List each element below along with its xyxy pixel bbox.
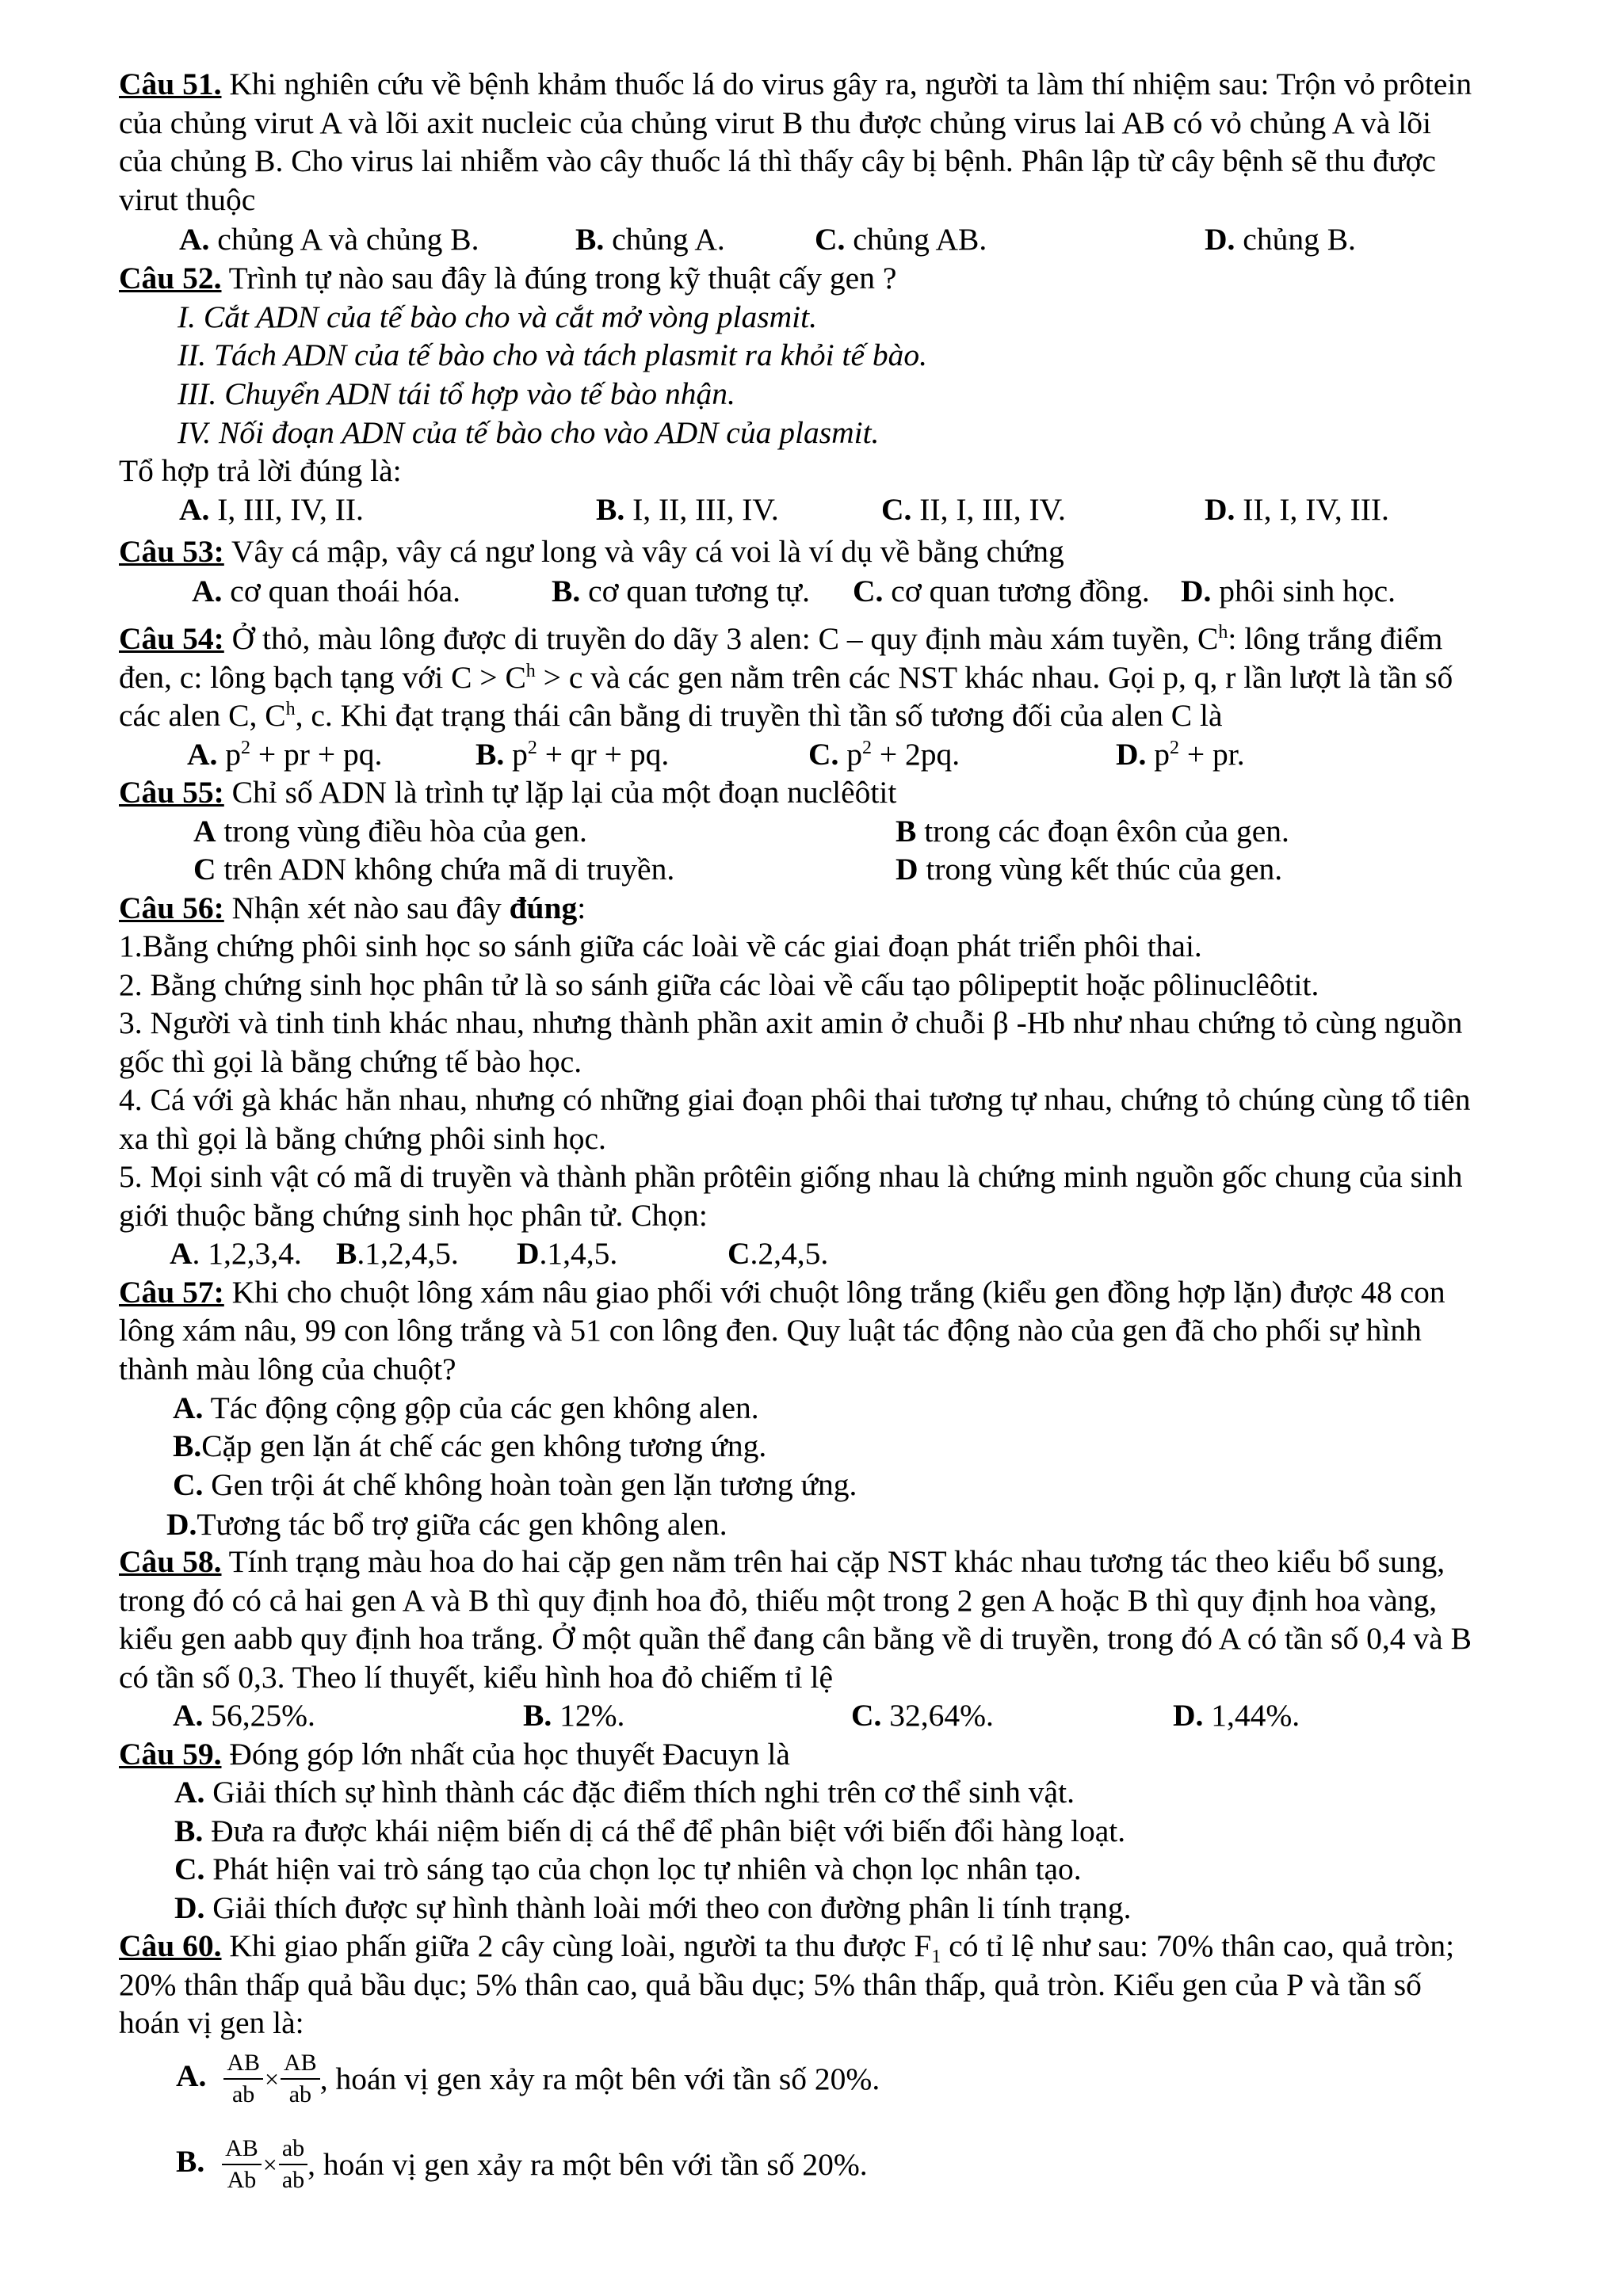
option-label: D bbox=[896, 852, 918, 887]
option-text: p bbox=[838, 737, 863, 772]
q59-line-1 bbox=[119, 1735, 790, 1773]
q58-text: trong đó có cả hai gen A và B thì quy định hoa đỏ, thiếu một trong 2 gen A hoặc B thì quy định hoa vàng, bbox=[119, 1583, 1438, 1618]
option-text: .1,2,4,5. bbox=[357, 1236, 459, 1271]
q52-step-i bbox=[178, 298, 817, 336]
q51-text: virut thuộc bbox=[119, 182, 256, 217]
option-label: D. bbox=[1205, 222, 1235, 257]
q58-text: có tần số 0,3. Theo lí thuyết, kiểu hình hoa đỏ chiếm tỉ lệ bbox=[119, 1660, 834, 1695]
option-text: I, II, III, IV. bbox=[624, 492, 779, 527]
q57-option-c[interactable] bbox=[173, 1466, 857, 1504]
q51-option-b[interactable] bbox=[575, 220, 725, 258]
option-label: D. bbox=[1205, 492, 1235, 527]
q57-text: thành màu lông của chuột? bbox=[119, 1352, 456, 1386]
q60-text: 20% thân thấp quả bầu dục; 5% thân cao, quả bầu dục; 5% thân thấp, quả tròn. Kiểu gen của P và tần số bbox=[119, 1967, 1422, 2002]
option-text: 1,44%. bbox=[1203, 1698, 1300, 1733]
q56-statement-2 bbox=[119, 966, 1319, 1004]
genotype-fraction bbox=[281, 2048, 320, 2110]
q56-option-c[interactable] bbox=[517, 1234, 617, 1272]
option-text: chủng A và chủng B. bbox=[209, 222, 479, 257]
option-text: . 1,2,3,4. bbox=[192, 1236, 302, 1271]
option-label: A. bbox=[173, 1390, 204, 1425]
q52-step-text: II. Tách ADN của tế bào cho và tách plasmit ra khỏi tế bào. bbox=[178, 338, 928, 372]
option-text: trong các đoạn êxôn của gen. bbox=[916, 814, 1289, 849]
option-text: chủng A. bbox=[604, 222, 725, 257]
q51-line-2 bbox=[119, 104, 1431, 142]
q55-option-b[interactable] bbox=[896, 812, 1289, 850]
fraction-denominator: ab bbox=[281, 2166, 305, 2193]
q56-statement-5-cont bbox=[119, 1196, 708, 1234]
q57-text: lông xám nâu, 99 con lông trắng và 51 con lông đen. Quy luật tác động nào của gen đã cho phối sự hình bbox=[119, 1313, 1422, 1348]
option-label: A. bbox=[192, 574, 223, 608]
genotype-fraction bbox=[223, 2048, 263, 2110]
q58-option-a[interactable] bbox=[173, 1696, 315, 1734]
option-text: + pr + pq. bbox=[250, 737, 383, 772]
q59-option-b[interactable] bbox=[174, 1812, 1125, 1850]
q57-text: Khi cho chuột lông xám nâu giao phối với chuột lông trắng (kiểu gen đồng hợp lặn) được 48 con bbox=[223, 1275, 1445, 1310]
q52-option-c[interactable] bbox=[881, 490, 1066, 528]
q52-step-iii bbox=[178, 375, 735, 413]
superscript: h bbox=[1218, 622, 1228, 643]
q56-statement-3-cont bbox=[119, 1043, 582, 1081]
q60-line-1 bbox=[119, 1927, 1454, 1965]
q51-option-c[interactable] bbox=[815, 220, 987, 258]
option-label: D. bbox=[1116, 737, 1147, 772]
times-symbol: × bbox=[264, 2064, 280, 2093]
option-label: B. bbox=[475, 737, 505, 772]
option-label: C. bbox=[851, 1698, 882, 1733]
option-text: Gen trội át chế không hoàn toàn gen lặn tương ứng. bbox=[203, 1467, 857, 1502]
option-label: A. bbox=[179, 492, 210, 527]
q60-line-3 bbox=[119, 2004, 304, 2042]
option-label: B bbox=[896, 814, 917, 849]
option-label: A bbox=[170, 1236, 193, 1271]
option-text: cơ quan tương đồng. bbox=[883, 574, 1150, 608]
q56-statement-4 bbox=[119, 1081, 1470, 1119]
q52-step-iv bbox=[178, 414, 879, 452]
q51-line-1 bbox=[119, 65, 1472, 103]
statement-text: 3. Người và tinh tinh khác nhau, nhưng thành phần axit amin ở chuỗi β -Hb như nhau chứng tỏ cùng nguồn bbox=[119, 1005, 1463, 1040]
q60-text: hoán vị gen là: bbox=[119, 2005, 304, 2040]
q56-statement-4-cont bbox=[119, 1119, 606, 1158]
q51-text: của chủng B. Cho virus lai nhiễm vào cây thuốc lá thì thấy cây bị bệnh. Phân lập từ cây bệnh sẽ thu được bbox=[119, 143, 1436, 178]
q51-text: Khi nghiên cứu về bệnh khảm thuốc lá do virus gây ra, người ta làm thí nhiệm sau: Trộn vỏ prôtein bbox=[221, 67, 1472, 101]
q51-line-4 bbox=[119, 181, 255, 219]
option-text: 32,64%. bbox=[881, 1698, 994, 1733]
option-label: B. bbox=[174, 1814, 204, 1848]
option-label: A. bbox=[187, 737, 218, 772]
option-label: C. bbox=[808, 737, 839, 772]
q57-line-2 bbox=[119, 1311, 1422, 1349]
q54-line-1 bbox=[119, 620, 1442, 658]
option-text: + qr + pq. bbox=[537, 737, 670, 772]
subscript: 1 bbox=[931, 1947, 941, 1967]
q54-line-2 bbox=[119, 658, 1453, 696]
option-text: Tương tác bổ trợ giữa các gen không alen. bbox=[197, 1507, 727, 1542]
q55-option-d[interactable] bbox=[896, 850, 1282, 888]
option-text: 12%. bbox=[552, 1698, 625, 1733]
option-text: trong vùng kết thúc của gen. bbox=[918, 852, 1283, 887]
q56-line-1 bbox=[119, 889, 586, 927]
q58-line-2 bbox=[119, 1581, 1437, 1619]
q58-label: Câu 58. bbox=[119, 1544, 222, 1579]
option-label: B. bbox=[176, 2144, 205, 2179]
option-label: D. bbox=[174, 1890, 205, 1925]
q53-option-a[interactable] bbox=[192, 572, 460, 610]
option-label: A. bbox=[179, 222, 210, 257]
q55-option-c[interactable] bbox=[193, 850, 674, 888]
option-text: chủng AB. bbox=[845, 222, 987, 257]
q56-option-a[interactable] bbox=[170, 1234, 302, 1272]
statement-text: 2. Bằng chứng sinh học phân tử là so sánh giữa các lòai về cấu tạo pôlipeptit hoặc pôlinuclêôtit. bbox=[119, 967, 1319, 1002]
option-text: Đưa ra được khái niệm biến dị cá thể để phân biệt với biến đổi hàng loạt. bbox=[203, 1814, 1126, 1848]
fraction-numerator: AB bbox=[222, 2134, 262, 2165]
q51-text: của chủng virut A và lõi axit nucleic của chủng virut B thu được chủng virus lai AB có vỏ chủng A và lõi bbox=[119, 105, 1432, 140]
q57-label: Câu 57: bbox=[119, 1275, 224, 1310]
q54-option-a[interactable] bbox=[187, 735, 382, 773]
q59-option-c[interactable] bbox=[174, 1850, 1082, 1888]
q52-prompt bbox=[119, 452, 402, 490]
q56-statement-3 bbox=[119, 1004, 1462, 1042]
option-text: Giải thích được sự hình thành loài mới theo con đường phân li tính trạng. bbox=[204, 1890, 1132, 1925]
q57-option-b[interactable] bbox=[173, 1427, 766, 1465]
superscript: 2 bbox=[241, 738, 251, 758]
q55-option-a[interactable] bbox=[193, 812, 587, 850]
q53-text: Vây cá mập, vây cá ngư long và vây cá voi là ví dụ về bằng chứng bbox=[223, 534, 1064, 569]
fraction-numerator: ab bbox=[279, 2134, 307, 2165]
fraction-denominator: ab bbox=[288, 2081, 312, 2107]
q53-line-1 bbox=[119, 532, 1064, 570]
option-label: C bbox=[727, 1236, 750, 1271]
option-text: Phát hiện vai trò sáng tạo của chọn lọc tự nhiên và chọn lọc nhân tạo. bbox=[204, 1852, 1082, 1886]
statement-text: 4. Cá với gà khác hẳn nhau, nhưng có những giai đoạn phôi thai tương tự nhau, chứng tỏ chúng cùng tổ tiên bbox=[119, 1082, 1471, 1117]
q56-option-d[interactable] bbox=[727, 1234, 828, 1272]
q54-text: : lông trắng điểm bbox=[1228, 621, 1443, 656]
q51-line-3 bbox=[119, 142, 1436, 180]
fraction-numerator: AB bbox=[281, 2048, 320, 2080]
q56-text: : bbox=[577, 891, 586, 925]
q54-text: các alen C, C bbox=[119, 698, 286, 733]
superscript: 2 bbox=[1170, 738, 1180, 758]
superscript: 2 bbox=[527, 738, 537, 758]
q53-option-b[interactable] bbox=[552, 572, 810, 610]
q54-text: , c. Khi đạt trạng thái cân bằng di truyền thì tần số tương đối của alen C là bbox=[295, 698, 1223, 733]
option-text: + pr. bbox=[1179, 737, 1245, 772]
option-label: D bbox=[517, 1236, 540, 1271]
statement-text: xa thì gọi là bằng chứng phôi sinh học. bbox=[119, 1121, 606, 1156]
option-text: p bbox=[1146, 737, 1170, 772]
q57-line-1 bbox=[119, 1273, 1445, 1311]
q54-text: Ở thỏ, màu lông được di truyền do dãy 3 alen: C – quy định màu xám tuyền, C bbox=[223, 621, 1219, 656]
q52-line-1 bbox=[119, 259, 896, 297]
option-text: cơ quan tương tự. bbox=[580, 574, 810, 608]
q54-label: Câu 54: bbox=[119, 621, 224, 656]
q58-option-c[interactable] bbox=[851, 1696, 994, 1734]
superscript: h bbox=[525, 661, 536, 681]
q54-option-b[interactable] bbox=[475, 735, 669, 773]
q58-option-d[interactable] bbox=[1173, 1696, 1300, 1734]
option-label: D. bbox=[166, 1507, 197, 1542]
statement-text: 1.Bằng chứng phôi sinh học so sánh giữa các loài về các giai đoạn phát triển phôi thai. bbox=[119, 929, 1202, 963]
option-label: D. bbox=[1181, 574, 1212, 608]
q60-option-a[interactable] bbox=[176, 2040, 880, 2115]
q54-text: > c và các gen nằm trên các NST khác nhau. Gọi p, q, r lần lượt là tần số bbox=[535, 660, 1453, 695]
q58-line-1 bbox=[119, 1543, 1445, 1581]
option-text: , hoán vị gen xảy ra một bên với tần số 20%. bbox=[319, 2061, 880, 2096]
q60-label: Câu 60. bbox=[119, 1928, 222, 1963]
option-text: trong vùng điều hòa của gen. bbox=[216, 814, 587, 849]
option-label: C bbox=[193, 852, 216, 887]
fraction-numerator: AB bbox=[223, 2048, 263, 2080]
option-label: B. bbox=[523, 1698, 552, 1733]
q60-text: Khi giao phấn giữa 2 cây cùng loài, người ta thu được F bbox=[221, 1928, 932, 1963]
option-text: chủng B. bbox=[1235, 222, 1356, 257]
q54-text: đen, c: lông bạch tạng với C > C bbox=[119, 660, 526, 695]
q53-option-d[interactable] bbox=[1181, 572, 1396, 610]
option-label: B. bbox=[596, 492, 625, 527]
option-text: .2,4,5. bbox=[750, 1236, 829, 1271]
superscript: h bbox=[285, 699, 296, 719]
q56-option-b[interactable] bbox=[336, 1234, 459, 1272]
q59-option-d[interactable] bbox=[174, 1889, 1131, 1927]
q55-line-1 bbox=[119, 773, 896, 811]
statement-text: gốc thì gọi là bằng chứng tế bào học. bbox=[119, 1044, 582, 1079]
q56-emphasis: đúng bbox=[509, 891, 578, 925]
option-label: D. bbox=[1173, 1698, 1204, 1733]
times-symbol: × bbox=[262, 2149, 277, 2179]
option-label: C. bbox=[853, 574, 884, 608]
option-label: A bbox=[193, 814, 216, 849]
q52-label: Câu 52. bbox=[119, 261, 222, 296]
q52-prompt-text: Tổ hợp trả lời đúng là: bbox=[119, 453, 402, 488]
q52-step-ii bbox=[178, 336, 927, 374]
option-label: C. bbox=[815, 222, 846, 257]
q56-statement-5 bbox=[119, 1158, 1462, 1196]
option-text: II, I, III, IV. bbox=[911, 492, 1066, 527]
fraction-denominator: ab bbox=[231, 2081, 255, 2107]
genotype-fraction bbox=[222, 2134, 262, 2195]
option-text: p bbox=[504, 737, 528, 772]
statement-text: giới thuộc bằng chứng sinh học phân tử. Chọn: bbox=[119, 1198, 708, 1233]
q58-text: kiểu gen aabb quy định hoa trắng. Ở một quần thể đang cân bằng về di truyền, trong đó A có tần số 0,4 và B bbox=[119, 1621, 1472, 1656]
q58-text: Tính trạng màu hoa do hai cặp gen nằm trên hai cặp NST khác nhau tương tác theo kiểu bổ sung, bbox=[221, 1544, 1445, 1579]
q51-option-d[interactable] bbox=[1205, 220, 1356, 258]
q52-step-text: III. Chuyển ADN tái tổ hợp vào tế bào nhận. bbox=[178, 376, 735, 411]
q54-option-d[interactable] bbox=[1116, 735, 1245, 773]
q52-option-d[interactable] bbox=[1205, 490, 1389, 528]
option-label: C. bbox=[173, 1467, 204, 1502]
option-label: C. bbox=[881, 492, 912, 527]
option-label: C. bbox=[174, 1852, 205, 1886]
q53-option-c[interactable] bbox=[853, 572, 1150, 610]
q59-label: Câu 59. bbox=[119, 1737, 222, 1772]
q55-text: Chỉ số ADN là trình tự lặp lại của một đoạn nuclêôtit bbox=[223, 775, 897, 810]
q55-label: Câu 55: bbox=[119, 775, 224, 810]
q58-line-4 bbox=[119, 1658, 833, 1696]
option-label: B. bbox=[575, 222, 605, 257]
option-text: , hoán vị gen xảy ra một bên với tần số 20%. bbox=[307, 2146, 868, 2182]
option-text: trên ADN không chứa mã di truyền. bbox=[216, 852, 675, 887]
q53-label: Câu 53: bbox=[119, 534, 224, 569]
option-text: 56,25%. bbox=[203, 1698, 315, 1733]
statement-text: 5. Mọi sinh vật có mã di truyền và thành phần prôtêin giống nhau là chứng minh nguồn gốc chung của sinh bbox=[119, 1159, 1463, 1194]
q59-text: Đóng góp lớn nhất của học thuyết Đacuyn là bbox=[221, 1737, 790, 1772]
q54-option-c[interactable] bbox=[808, 735, 960, 773]
q56-text: Nhận xét nào sau đây bbox=[223, 891, 510, 925]
q57-option-a[interactable] bbox=[173, 1389, 759, 1427]
q52-text: Trình tự nào sau đây là đúng trong kỹ thuật cấy gen ? bbox=[221, 261, 897, 296]
option-text: Cặp gen lặn át chế các gen không tương ứng. bbox=[201, 1428, 767, 1463]
q51-label: Câu 51. bbox=[119, 67, 222, 101]
q54-line-3 bbox=[119, 696, 1223, 734]
option-label: B bbox=[336, 1236, 357, 1271]
option-label: A. bbox=[174, 1775, 205, 1810]
q59-option-a[interactable] bbox=[174, 1773, 1075, 1811]
option-text: Tác động cộng gộp của các gen không alen. bbox=[203, 1390, 759, 1425]
q51-option-a[interactable] bbox=[179, 220, 479, 258]
fraction-denominator: Ab bbox=[227, 2166, 257, 2193]
option-text: + 2pq. bbox=[872, 737, 960, 772]
option-text: p bbox=[217, 737, 242, 772]
q56-statement-1 bbox=[119, 927, 1202, 965]
option-text: II, I, IV, III. bbox=[1235, 492, 1389, 527]
option-text: cơ quan thoái hóa. bbox=[222, 574, 460, 608]
option-label: A. bbox=[176, 2058, 207, 2093]
q60-line-2 bbox=[119, 1966, 1422, 2004]
option-text: I, III, IV, II. bbox=[209, 492, 364, 527]
q60-text: có tỉ lệ như sau: 70% thân cao, quả tròn; bbox=[941, 1928, 1455, 1963]
q52-option-a[interactable] bbox=[179, 490, 364, 528]
option-text: .1,4,5. bbox=[539, 1236, 618, 1271]
option-label: A. bbox=[173, 1698, 204, 1733]
q60-option-b[interactable] bbox=[176, 2126, 868, 2200]
superscript: 2 bbox=[862, 738, 873, 758]
q56-label: Câu 56: bbox=[119, 891, 224, 925]
q52-option-b[interactable] bbox=[596, 490, 779, 528]
q58-line-3 bbox=[119, 1619, 1472, 1657]
option-label: B. bbox=[552, 574, 581, 608]
q52-step-text: I. Cắt ADN của tế bào cho và cắt mở vòng plasmit. bbox=[178, 299, 817, 334]
option-text: phôi sinh học. bbox=[1211, 574, 1396, 608]
genotype-fraction bbox=[279, 2134, 307, 2195]
q52-step-text: IV. Nối đoạn ADN của tế bào cho vào ADN của plasmit. bbox=[178, 415, 880, 450]
q58-option-b[interactable] bbox=[523, 1696, 624, 1734]
q57-option-d[interactable] bbox=[166, 1505, 727, 1543]
q57-line-3 bbox=[119, 1350, 456, 1388]
option-label: B. bbox=[173, 1428, 202, 1463]
option-text: Giải thích sự hình thành các đặc điểm thích nghi trên cơ thể sinh vật. bbox=[204, 1775, 1075, 1810]
